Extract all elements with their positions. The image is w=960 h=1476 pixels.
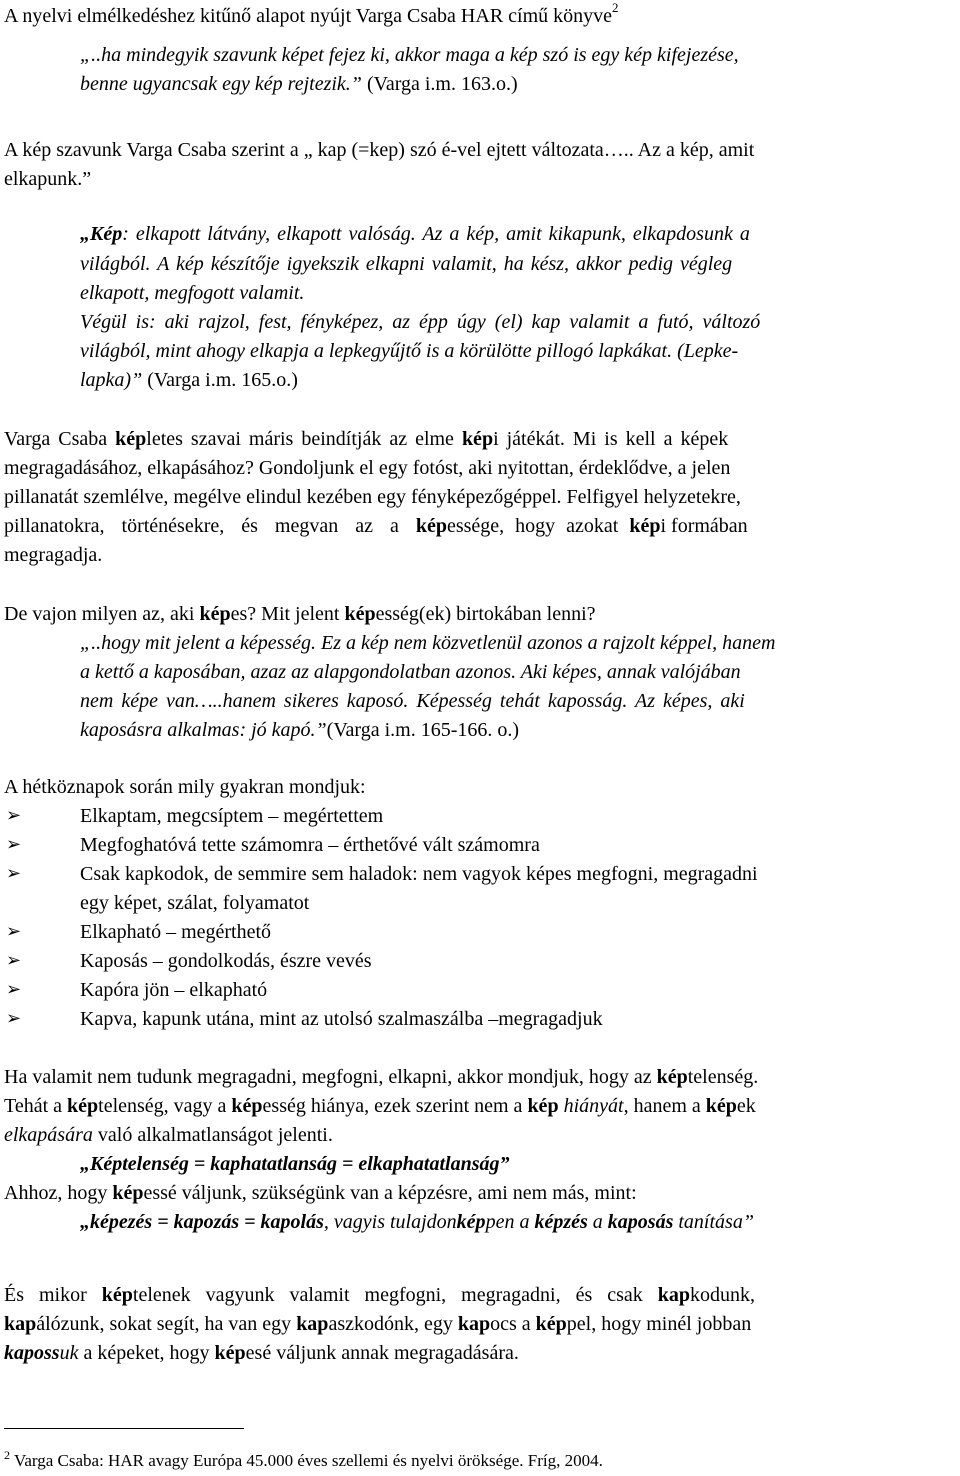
list-item: Elkaptam, megcsíptem – megértettem xyxy=(80,805,384,827)
bullet-arrow-icon: ➢ xyxy=(6,979,22,1000)
para4-line1: A hétköznapok során mily gyakran mondjuk: xyxy=(4,776,366,798)
footnote xyxy=(4,1450,603,1473)
para2-line4: pillanatokra, történésekre, és megvan az a kép essége, hogy azokat kép i formában xyxy=(4,515,748,537)
quote1-line2: benne ugyancsak egy kép rejtezik.” (Varga i.m. 163.o.) xyxy=(80,73,518,95)
footnote-separator xyxy=(4,1428,244,1429)
para6-line3: kaposs uk a képeket, hogy kép esé váljunk annak megragadására. xyxy=(4,1342,519,1364)
para6-line1: És mikor kép telenek vagyunk valamit megfogni, megragadni, és csak kap kodunk, xyxy=(4,1284,756,1306)
quote1-line1: „..ha mindegyik szavunk képet fejez ki, akkor maga a kép szó is egy kép kifejezése, xyxy=(80,44,739,66)
quote3-line3: nem képe van…..hanem sikeres kaposó. Képesség tehát kaposság. Az képes, aki xyxy=(80,690,745,712)
para2-line3: pillanatát szemlélve, megélve elindul kezében egy fényképezőgéppel. Felfigyel helyzetekre, xyxy=(4,486,741,508)
para2-line5: megragadja. xyxy=(4,544,103,566)
para1-line2: elkapunk.” xyxy=(4,168,92,190)
bullet-arrow-icon: ➢ xyxy=(6,950,22,971)
para5-line3: elkapására való alkalmatlanságot jelenti. xyxy=(4,1124,333,1146)
bullet-arrow-icon: ➢ xyxy=(6,1008,22,1029)
quote2-line1: „Kép : elkapott látvány, elkapott valóság. Az a kép, amit kikapunk, elkapdosunk a xyxy=(80,223,750,245)
list-item: Elkapható – megérthető xyxy=(80,921,272,943)
para2-line1: Varga Csaba kép letes szavai máris beindítják az elme kép i játékát. Mi is kell a képek xyxy=(4,428,729,450)
footnote-text: Varga Csaba: HAR avagy Európa 45.000 éves szellemi és nyelvi öröksége. Fríg, 2004. xyxy=(13,1451,603,1470)
para5-formula1: „Képtelenség = kaphatatlanság = elkaphatatlanság” xyxy=(80,1153,510,1175)
para5-formula2: „képezés = kapozás = kapolás , vagyis tulajdon kép pen a képzés a kaposás tanítása” xyxy=(80,1211,754,1233)
bullet-arrow-icon: ➢ xyxy=(6,921,22,942)
para5-line5: Ahhoz, hogy kép essé váljunk, szükségünk van a képzésre, ami nem más, mint: xyxy=(4,1182,637,1204)
bullet-arrow-icon: ➢ xyxy=(6,834,22,855)
intro-line: A nyelvi elmélkedéshez kitűnő alapot nyújt Varga Csaba HAR című könyve $^2$ xyxy=(4,2,619,30)
bullet-arrow-icon: ➢ xyxy=(6,805,22,826)
quote2-line5: világból, mint ahogy elkapja a lepkegyűjtő is a körülötte pillogó lapkákat. (Lepke- xyxy=(80,340,739,362)
quote3-line1: „..hogy mit jelent a képesség. Ez a kép nem közvetlenül azonos a rajzolt képpel, hanem xyxy=(80,632,776,654)
list-item: Kaposás – gondolkodás, észre vevés xyxy=(80,950,372,972)
quote2-line3: elkapott, megfogott valamit. xyxy=(80,282,305,304)
quote2-line2: világból. A kép készítője igyekszik elkapni valamit, ha kész, akkor pedig végleg xyxy=(80,253,733,275)
list-item: Kapóra jön – elkapható xyxy=(80,979,268,1001)
para5-line1: Ha valamit nem tudunk megragadni, megfogni, elkapni, akkor mondjuk, hogy az kép telenség. xyxy=(4,1066,759,1088)
bullet-arrow-icon: ➢ xyxy=(6,863,22,884)
quote2-line6: lapka)” (Varga i.m. 165.o.) xyxy=(80,369,298,391)
list-item: Csak kapkodok, de semmire sem haladok: nem vagyok képes megfogni, megragadni xyxy=(80,863,758,885)
footnote-ref[interactable]: 2 xyxy=(612,0,619,15)
para5-line2: Tehát a kép telenség, vagy a kép esség hiánya, ezek szerint nem a kép hiányát , hanem a kép ek xyxy=(4,1095,756,1117)
list-item-continuation: egy képet, szálat, folyamatot xyxy=(80,892,310,914)
para2-line2: megragadásához, elkapásához? Gondoljunk el egy fotóst, aki nyitottan, érdeklődve, a jelen xyxy=(4,457,731,479)
quote3-line4: kaposásra alkalmas: jó kapó.” (Varga i.m. 165-166. o.) xyxy=(80,719,520,741)
list-item: Kapva, kapunk utána, mint az utolsó szalmaszálba –megragadjuk xyxy=(80,1008,603,1030)
para3-line1: De vajon milyen az, aki kép es? Mit jelent kép esség(ek) birtokában lenni? xyxy=(4,603,596,625)
quote2-line4: Végül is: aki rajzol, fest, fényképez, az épp úgy (el) kap valamit a futó, változó xyxy=(80,311,761,333)
quote3-line2: a kettő a kaposában, azaz az alapgondolatban azonos. Aki képes, annak valójában xyxy=(80,661,741,683)
para1-line1: A kép szavunk Varga Csaba szerint a „ kap (=kep) szó é-vel ejtett változata….. Az a kép, amit xyxy=(4,139,755,161)
footnote-number: 2 xyxy=(4,1448,10,1462)
para6-line2: kap álózunk, sokat segít, ha van egy kap aszkodónk, egy kap ocs a kép pel, hogy minél jobban xyxy=(4,1313,752,1335)
list-item: Megfoghatóvá tette számomra – érthetővé vált számomra xyxy=(80,834,540,856)
